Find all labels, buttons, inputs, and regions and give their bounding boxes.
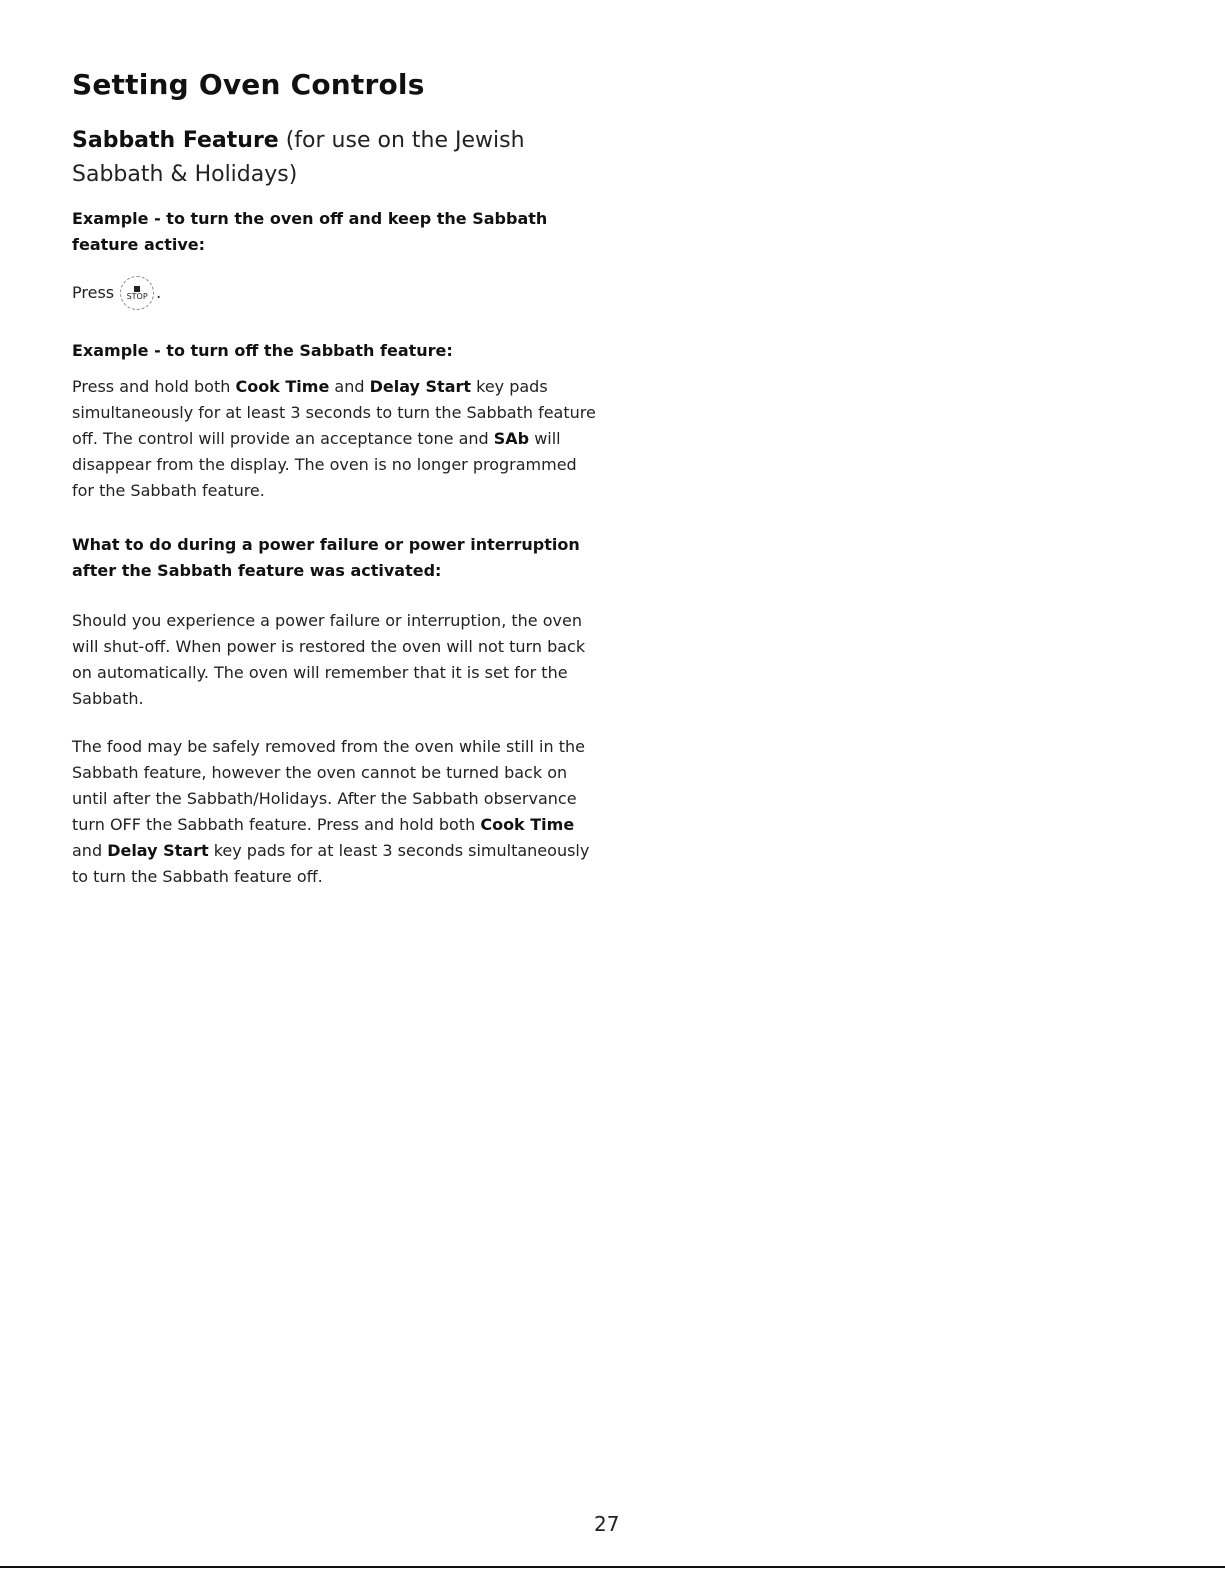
power-failure-heading: What to do during a power failure or power interruption after the Sabbath feature was activated: xyxy=(72,535,580,580)
text-run: will disappear from the display. The oven is no longer programmed for the Sabbath feature. xyxy=(72,429,577,500)
text-run: The food may be safely removed from the oven while still in the Sabbath feature, however the oven cannot be turned back on until after the Sabbath/Holidays. After the Sabbath observance turn OFF the Sabbath feature. Press and hold both xyxy=(72,737,585,834)
example-keep-active-heading: Example - to turn the oven off and keep the Sabbath feature active: xyxy=(72,209,548,254)
press-label: Press xyxy=(72,283,115,302)
page-number: 27 xyxy=(594,1512,620,1536)
bottom-rule xyxy=(0,1566,1225,1568)
section-title-subtitle: (for use on the Jewish Sabbath & Holidays) xyxy=(72,128,525,187)
page-title: Setting Oven Controls xyxy=(72,68,425,101)
delay-start-label: Delay Start xyxy=(369,377,472,396)
text-run: and xyxy=(72,841,108,860)
stop-key-label: STOP xyxy=(126,291,148,301)
press-period: . xyxy=(156,283,162,302)
section-title xyxy=(72,124,592,192)
delay-start-label: Delay Start xyxy=(107,841,209,860)
power-failure-paragraph: Should you experience a power failure or interruption, the oven will shut-off. When power is restored the oven will not turn back on automatically. The oven will remember that it is set for the Sabbath. xyxy=(72,611,586,708)
press-stop-instruction xyxy=(72,276,602,310)
cook-time-label: Cook Time xyxy=(235,377,330,396)
sab-display-label: SAb xyxy=(493,429,530,448)
text-run: and xyxy=(329,377,370,396)
cook-time-label: Cook Time xyxy=(480,815,575,834)
food-removal-paragraph xyxy=(72,734,592,890)
text-run: key pads for at least 3 seconds simultaneously to turn the Sabbath feature off. xyxy=(72,841,590,886)
turn-off-instructions xyxy=(72,374,602,504)
text-run: Press and hold both xyxy=(72,377,236,396)
stop-square-icon xyxy=(134,286,140,292)
text-run: key pads simultaneously for at least 3 seconds to turn the Sabbath feature off. The control will provide an acceptance tone and xyxy=(72,377,596,448)
example-turn-off-heading: Example - to turn off the Sabbath feature: xyxy=(72,341,453,360)
stop-key-icon xyxy=(120,276,154,310)
section-title-bold: Sabbath Feature xyxy=(72,128,279,153)
